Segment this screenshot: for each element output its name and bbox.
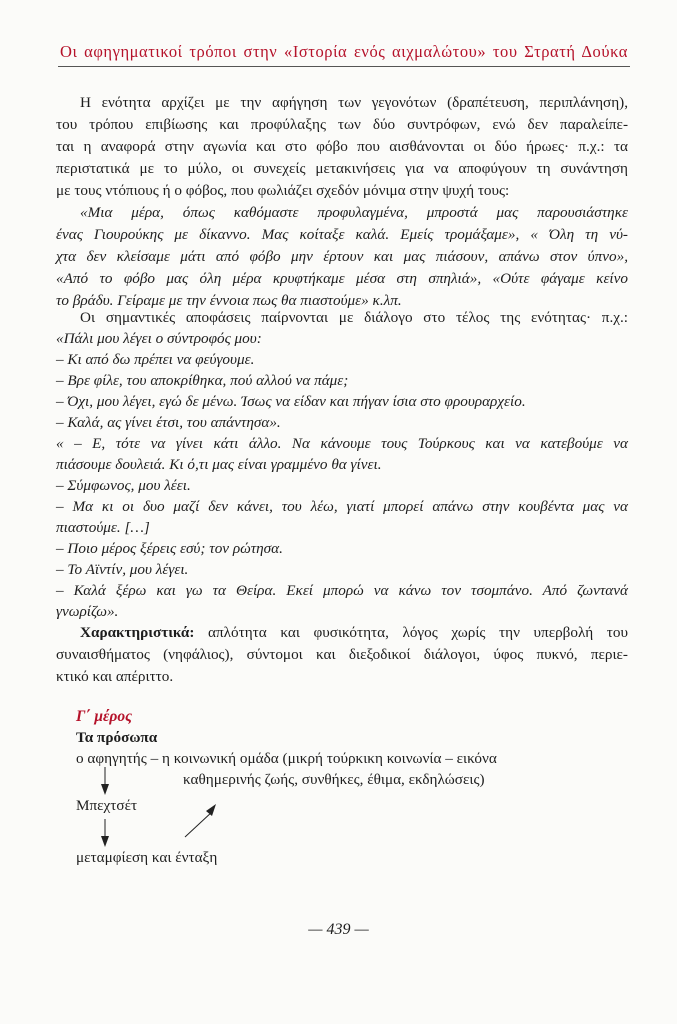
quote-line: χτα δεν κλείσαμε μάτι από φόβο μην έρτουν και μας πιάσουν, απάνω στον ύπνο», [56, 248, 628, 265]
text-line: του τρόπου επιβίωσης και προφύλαξης των δύο συντρόφων, ενώ δεν παραλείπε- [56, 116, 628, 133]
features-line: κτικό και απέριττο. [56, 668, 174, 685]
features-label: Χαρακτηριστικά: [80, 624, 195, 641]
running-header: Οι αφηγηματικοί τρόποι στην «Ιστορία ενός αιχμαλώτου» του Στρατή Δούκα [60, 42, 628, 61]
dialogue-line: « – Ε, τότε να γίνει κάτι άλλο. Να κάνουμε τους Τούρκους και να κατεβούμε να [56, 435, 628, 452]
arrow-down-icon [101, 819, 109, 847]
diagram-node-bechtset: Μπεχτσέτ [76, 797, 138, 814]
dialogue-line: «Πάλι μου λέγει ο σύντροφός μου: [56, 330, 262, 347]
features-text: απλότητα και φυσικότητα, λόγος χωρίς την υπερβολή του [194, 624, 628, 641]
dialogue-line: – Ποιο μέρος ξέρεις εσύ; τον ρώτησα. [56, 540, 283, 557]
dialogue-line: πιαστούμε. […] [56, 519, 150, 536]
features-line: συναισθήματος (νηφάλιος), σύντομοι και διεξοδικοί διάλογοι, ύφος πυκνό, περιε- [56, 646, 628, 663]
quote-line: «Μια μέρα, όπως καθόμαστε προφυλαγμένα, μπροστά μας παρουσιάστηκε [80, 204, 628, 221]
diagram-line2: καθημερινής ζωής, συνθήκες, έθιμα, εκδηλώσεις) [183, 771, 485, 788]
quote-line: ένας Γιουρούκης με δίκαννο. Μας κοίταξε καλά. Εμείς τρομάξαμε», « Όλη τη νύ- [56, 226, 628, 243]
diagram-node-disguise: μεταμφίεση και ένταξη [76, 849, 218, 866]
text-line: περιστατικά με το μύλο, οι συνεχείς μετακινήσεις για να αποφύγουν τη συνάντηση [56, 160, 628, 177]
section-title: Γ΄ μέρος [76, 708, 133, 725]
dialogue-line: – Σύμφωνος, μου λέει. [56, 477, 191, 494]
dialogue-line: – Βρε φίλε, του αποκρίθηκα, πού αλλού να πάμε; [56, 372, 349, 389]
dialogue-line: – Καλά ξέρω και γω τα Θείρα. Εκεί μπορώ να κάνω τον τσομπάνο. Από ζωντανά [56, 582, 628, 599]
dialogue-line: – Καλά, ας γίνει έτσι, του απάντησα». [56, 414, 281, 431]
dialogue-line: – Όχι, μου λέγει, εγώ δε μένω. Ίσως να είδαν και πήγαν ίσια στο φρουραρχείο. [56, 393, 526, 410]
quote-line: το βράδυ. Γείραμε με την έννοια πως θα πιαστούμε» κ.λπ. [56, 292, 402, 309]
section-subtitle: Τα πρόσωπα [76, 729, 158, 746]
quote-line: «Από το φόβο μας όλη μέρα κρυφτήκαμε μέσα στη σπηλιά», «Ούτε φάγαμε κείνο [56, 270, 628, 287]
page-number: — 439 — [308, 921, 369, 938]
diagram-line1: ο αφηγητής – η κοινωνική ομάδα (μικρή τούρκικη κοινωνία – εικόνα [76, 750, 497, 767]
text-line: Η ενότητα αρχίζει με την αφήγηση των γεγονότων (δραπέτευση, περιπλάνηση), [80, 94, 628, 111]
dialogue-line: – Μα κι οι δυο μαζί δεν κάνει, του λέω, γιατί μπορεί απάνω στην κουβέντα μας να [56, 498, 628, 515]
text-line: Οι σημαντικές αποφάσεις παίρνονται με διάλογο στο τέλος της ενότητας· π.χ.: [80, 309, 628, 326]
arrow-diagonal-icon [185, 804, 216, 837]
arrow-down-icon [101, 767, 109, 795]
dialogue-line: πιάσουμε δουλειά. Κι ό,τι μας είναι γραμμένο θα γίνει. [56, 456, 382, 473]
dialogue-line: – Το Αϊντίν, μου λέγει. [56, 561, 189, 578]
dialogue-line: – Κι από δω πρέπει να φεύγουμε. [56, 351, 255, 368]
text-line: με τους ντόπιους ή ο φόβος, που φωλιάζει σχεδόν μόνιμα στην ψυχή τους: [56, 182, 510, 199]
text-line: ται η αναφορά στην αγωνία και στο φόβο που αισθάνονται οι δύο ήρωες· π.χ.: τα [56, 138, 628, 155]
dialogue-line: γνωρίζω». [56, 603, 119, 620]
